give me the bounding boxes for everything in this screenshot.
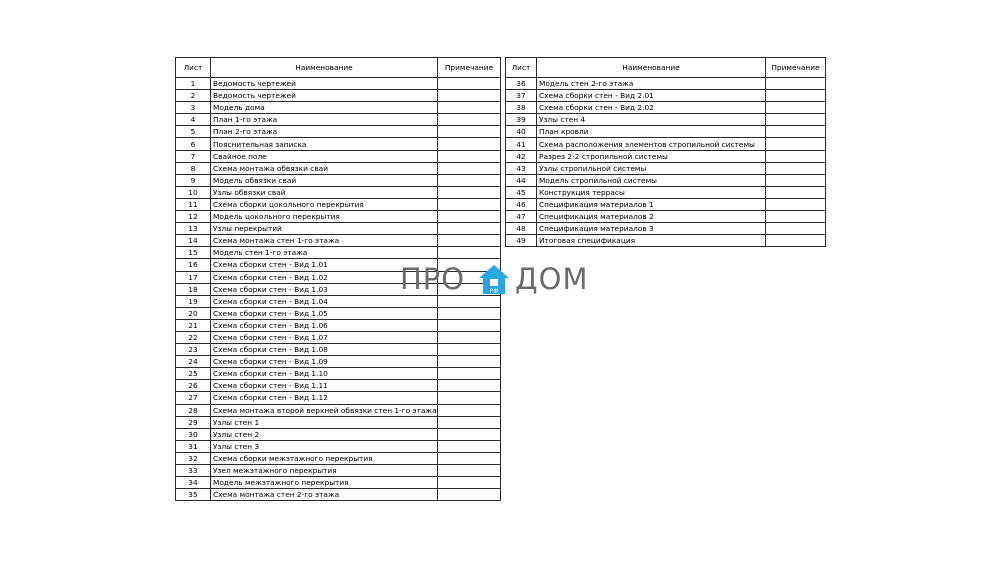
cell-sheet-number: 18: [176, 283, 211, 295]
cell-name: Схема сборки цокольного перекрытия: [211, 198, 438, 210]
cell-name: Схема монтажа стен 2-го этажа: [211, 489, 438, 501]
cell-note: [438, 331, 501, 343]
cell-sheet-number: 38: [506, 102, 537, 114]
cell-sheet-number: 37: [506, 90, 537, 102]
table-row: [176, 319, 501, 331]
cell-name: Спецификация материалов 2: [537, 211, 766, 223]
table-row: [506, 235, 826, 247]
cell-note: [766, 223, 826, 235]
table-row: [176, 489, 501, 501]
house-icon: [476, 262, 512, 298]
cell-note: [438, 126, 501, 138]
cell-note: [438, 416, 501, 428]
cell-name: Схема сборки стен - Вид 1.12: [211, 392, 438, 404]
cell-sheet-number: 43: [506, 162, 537, 174]
cell-name: Спецификация материалов 1: [537, 198, 766, 210]
cell-name: Схема сборки стен - Вид 1.06: [211, 319, 438, 331]
logo-word-right: ДОМ: [515, 262, 589, 296]
table-header-row: [506, 58, 826, 78]
cell-sheet-number: 49: [506, 235, 537, 247]
table-row: [176, 126, 501, 138]
cell-sheet-number: 39: [506, 114, 537, 126]
cell-note: [438, 198, 501, 210]
cell-note: [438, 211, 501, 223]
logo-word-left: ПРО: [400, 262, 466, 296]
cell-sheet-number: 29: [176, 416, 211, 428]
cell-note: [766, 174, 826, 186]
cell-note: [766, 186, 826, 198]
table-row: [176, 78, 501, 90]
cell-sheet-number: 35: [176, 489, 211, 501]
table-row: [176, 428, 501, 440]
table-row: [176, 102, 501, 114]
cell-sheet-number: 42: [506, 150, 537, 162]
header-note: Примечание: [766, 58, 826, 78]
cell-name: Ведомость чертежей: [211, 78, 438, 90]
table-row: [176, 307, 501, 319]
cell-note: [438, 452, 501, 464]
cell-sheet-number: 5: [176, 126, 211, 138]
cell-note: [438, 380, 501, 392]
cell-name: Схема сборки стен - Вид 1.11: [211, 380, 438, 392]
cell-sheet-number: 33: [176, 465, 211, 477]
cell-name: Узлы стропильной системы: [537, 162, 766, 174]
cell-note: [438, 404, 501, 416]
cell-sheet-number: 20: [176, 307, 211, 319]
cell-name: Модель стен 2-го этажа: [537, 78, 766, 90]
table-row: [506, 186, 826, 198]
cell-sheet-number: 23: [176, 344, 211, 356]
cell-sheet-number: 16: [176, 259, 211, 271]
cell-note: [766, 90, 826, 102]
cell-name: Модель цокольного перекрытия: [211, 211, 438, 223]
cell-sheet-number: 25: [176, 368, 211, 380]
cell-name: Схема монтажа обвязки свай: [211, 162, 438, 174]
cell-note: [766, 211, 826, 223]
cell-name: Ведомость чертежей: [211, 90, 438, 102]
cell-note: [438, 162, 501, 174]
table-row: [176, 235, 501, 247]
table-row: [506, 223, 826, 235]
table-row: [176, 392, 501, 404]
cell-name: Схема сборки стен - Вид 1.01: [211, 259, 438, 271]
watermark-logo: [400, 262, 600, 302]
cell-note: [766, 150, 826, 162]
header-name: Наименование: [211, 58, 438, 78]
cell-name: Модель дома: [211, 102, 438, 114]
table-row: [176, 138, 501, 150]
cell-note: [438, 356, 501, 368]
cell-sheet-number: 24: [176, 356, 211, 368]
cell-name: Схема сборки стен - Вид 1.10: [211, 368, 438, 380]
cell-sheet-number: 6: [176, 138, 211, 150]
cell-note: [766, 235, 826, 247]
table-row: [176, 198, 501, 210]
cell-name: План кровли: [537, 126, 766, 138]
cell-name: Узлы стен 1: [211, 416, 438, 428]
table-row: [176, 404, 501, 416]
cell-name: Схема сборки стен - Вид 2.01: [537, 90, 766, 102]
cell-name: Схема сборки стен - Вид 1.09: [211, 356, 438, 368]
table-row: [506, 198, 826, 210]
cell-name: Узел межэтажного перекрытия: [211, 465, 438, 477]
cell-sheet-number: 10: [176, 186, 211, 198]
cell-name: Узлы стен 3: [211, 440, 438, 452]
cell-name: Схема монтажа второй верхней обвязки стен 1-го этажа: [211, 404, 438, 416]
cell-name: Схема расположения элементов стропильной системы: [537, 138, 766, 150]
table-row: [176, 416, 501, 428]
cell-note: [438, 344, 501, 356]
cell-name: Схема сборки стен - Вид 1.08: [211, 344, 438, 356]
cell-name: Схема сборки стен - Вид 1.02: [211, 271, 438, 283]
cell-note: [438, 78, 501, 90]
cell-sheet-number: 13: [176, 223, 211, 235]
table-row: [176, 344, 501, 356]
cell-note: [438, 392, 501, 404]
cell-note: [438, 428, 501, 440]
table-header-row: [176, 58, 501, 78]
cell-note: [766, 114, 826, 126]
table-row: [506, 126, 826, 138]
cell-name: Модель стен 1-го этажа: [211, 247, 438, 259]
cell-sheet-number: 30: [176, 428, 211, 440]
table-row: [176, 162, 501, 174]
cell-name: Схема сборки стен - Вид 2.02: [537, 102, 766, 114]
cell-sheet-number: 32: [176, 452, 211, 464]
cell-note: [766, 138, 826, 150]
cell-note: [438, 319, 501, 331]
table-row: [506, 102, 826, 114]
cell-name: Модель обвязки свай: [211, 174, 438, 186]
logo-badge: РФ: [489, 288, 499, 295]
cell-note: [438, 186, 501, 198]
cell-sheet-number: 1: [176, 78, 211, 90]
cell-sheet-number: 40: [506, 126, 537, 138]
table-row: [176, 452, 501, 464]
cell-name: Узлы стен 2: [211, 428, 438, 440]
cell-sheet-number: 26: [176, 380, 211, 392]
table-row: [176, 440, 501, 452]
cell-sheet-number: 36: [506, 78, 537, 90]
table-row: [176, 114, 501, 126]
table-row: [506, 90, 826, 102]
table-row: [176, 465, 501, 477]
cell-sheet-number: 2: [176, 90, 211, 102]
cell-sheet-number: 47: [506, 211, 537, 223]
cell-name: Схема сборки стен - Вид 1.03: [211, 283, 438, 295]
header-sheet: Лист: [506, 58, 537, 78]
cell-note: [438, 102, 501, 114]
cell-note: [438, 247, 501, 259]
cell-name: Схема сборки стен - Вид 1.05: [211, 307, 438, 319]
cell-note: [438, 477, 501, 489]
cell-sheet-number: 14: [176, 235, 211, 247]
table-row: [176, 186, 501, 198]
cell-name: Схема монтажа стен 1-го этажа: [211, 235, 438, 247]
table-row: [176, 368, 501, 380]
cell-name: Пояснительная записка: [211, 138, 438, 150]
cell-name: Конструкция террасы: [537, 186, 766, 198]
header-name: Наименование: [537, 58, 766, 78]
cell-name: План 2-го этажа: [211, 126, 438, 138]
cell-sheet-number: 34: [176, 477, 211, 489]
cell-note: [438, 307, 501, 319]
cell-note: [438, 90, 501, 102]
table-row: [176, 477, 501, 489]
cell-sheet-number: 17: [176, 271, 211, 283]
table-row: [176, 247, 501, 259]
cell-name: Схема сборки стен - Вид 1.07: [211, 331, 438, 343]
cell-sheet-number: 27: [176, 392, 211, 404]
table-row: [506, 138, 826, 150]
cell-note: [438, 138, 501, 150]
cell-note: [438, 368, 501, 380]
cell-sheet-number: 46: [506, 198, 537, 210]
cell-name: Модель межэтажного перекрытия: [211, 477, 438, 489]
cell-sheet-number: 7: [176, 150, 211, 162]
cell-name: Спецификация материалов 3: [537, 223, 766, 235]
cell-sheet-number: 8: [176, 162, 211, 174]
cell-sheet-number: 4: [176, 114, 211, 126]
cell-sheet-number: 45: [506, 186, 537, 198]
cell-sheet-number: 19: [176, 295, 211, 307]
drawing-list-table-right: [505, 57, 826, 247]
table-row: [506, 174, 826, 186]
table-row: [176, 90, 501, 102]
cell-note: [438, 235, 501, 247]
table-row: [176, 211, 501, 223]
table-row: [176, 356, 501, 368]
header-sheet: Лист: [176, 58, 211, 78]
cell-note: [438, 174, 501, 186]
cell-sheet-number: 21: [176, 319, 211, 331]
cell-sheet-number: 9: [176, 174, 211, 186]
cell-sheet-number: 28: [176, 404, 211, 416]
cell-sheet-number: 41: [506, 138, 537, 150]
cell-name: Итоговая спецификация: [537, 235, 766, 247]
cell-name: Узлы стен 4: [537, 114, 766, 126]
cell-name: Схема сборки межэтажного перекрытия: [211, 452, 438, 464]
cell-note: [438, 114, 501, 126]
table-row: [176, 380, 501, 392]
cell-name: Схема сборки стен - Вид 1.04: [211, 295, 438, 307]
cell-sheet-number: 11: [176, 198, 211, 210]
table-row: [176, 150, 501, 162]
cell-sheet-number: 22: [176, 331, 211, 343]
cell-note: [438, 440, 501, 452]
cell-name: Модель стропильной системы: [537, 174, 766, 186]
cell-note: [438, 489, 501, 501]
table-row: [506, 150, 826, 162]
cell-sheet-number: 44: [506, 174, 537, 186]
table-row: [506, 211, 826, 223]
table-row: [176, 223, 501, 235]
table-row: [176, 174, 501, 186]
header-note: Примечание: [438, 58, 501, 78]
cell-name: Узлы обвязки свай: [211, 186, 438, 198]
table-row: [506, 114, 826, 126]
cell-note: [766, 102, 826, 114]
cell-sheet-number: 12: [176, 211, 211, 223]
cell-name: Узлы перекрытий: [211, 223, 438, 235]
cell-note: [438, 150, 501, 162]
table-row: [176, 331, 501, 343]
cell-name: Свайное поле: [211, 150, 438, 162]
table-row: [506, 162, 826, 174]
cell-sheet-number: 31: [176, 440, 211, 452]
cell-note: [438, 465, 501, 477]
cell-note: [438, 223, 501, 235]
cell-note: [766, 78, 826, 90]
cell-sheet-number: 3: [176, 102, 211, 114]
table-row: [506, 78, 826, 90]
cell-note: [766, 126, 826, 138]
cell-sheet-number: 48: [506, 223, 537, 235]
cell-note: [766, 162, 826, 174]
cell-sheet-number: 15: [176, 247, 211, 259]
cell-note: [766, 198, 826, 210]
cell-name: Разрез 2-2 стропильной системы: [537, 150, 766, 162]
cell-name: План 1-го этажа: [211, 114, 438, 126]
